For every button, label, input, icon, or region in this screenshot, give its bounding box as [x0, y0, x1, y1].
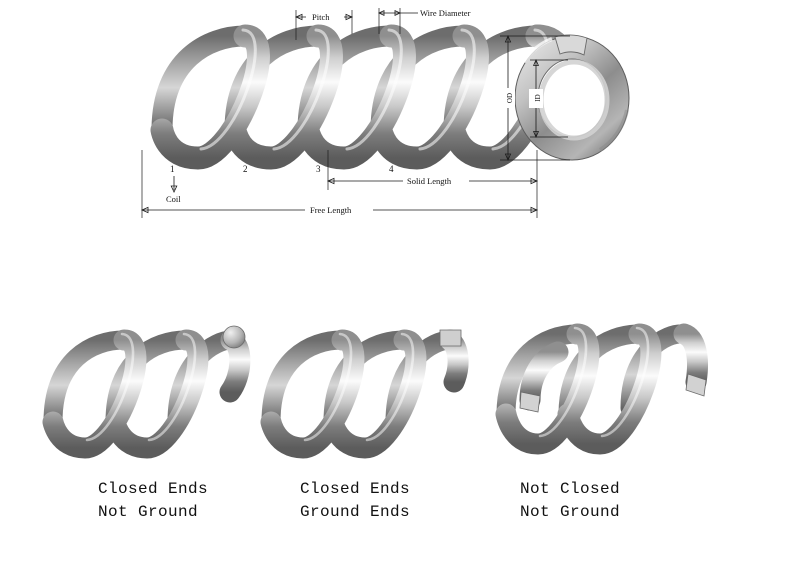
label-solid-length: Solid Length — [407, 176, 452, 186]
label-id: ID — [534, 94, 542, 102]
callout-coil — [166, 176, 181, 204]
label-wire-diameter: Wire Diameter — [420, 8, 471, 18]
end-type-caption-1 — [300, 478, 410, 524]
spring-closed-not-ground — [53, 326, 245, 448]
coil-number-1: 1 — [170, 164, 175, 174]
end-type-caption-1-line1: Closed Ends — [300, 480, 411, 498]
end-type-caption-0-line1: Closed Ends — [98, 480, 209, 498]
wire-end-cap — [223, 326, 245, 348]
end-type-caption-0-line2: Not Ground — [98, 503, 199, 522]
end-type-caption-2-line1: Not Closed — [520, 480, 621, 498]
end-type-caption-1-line2: Ground Ends — [300, 503, 411, 522]
ground-end-face — [440, 330, 461, 346]
label-pitch: Pitch — [312, 12, 330, 22]
end-type-caption-2 — [520, 478, 620, 524]
open-end-face-left — [520, 392, 540, 412]
spring-closed-ground — [271, 330, 461, 448]
label-free-length: Free Length — [310, 205, 352, 215]
end-type-caption-2-line2: Not Ground — [520, 503, 621, 522]
coil-number-3: 3 — [316, 164, 321, 174]
spring-profile-svg — [100, 0, 660, 272]
coil-number-4: 4 — [389, 164, 394, 174]
label-coil: Coil — [166, 194, 181, 204]
spring-profile-panel — [100, 0, 660, 272]
spring-not-closed-not-ground — [506, 328, 706, 444]
coil-number-2: 2 — [243, 164, 248, 174]
label-od: OD — [506, 92, 514, 104]
end-type-caption-0 — [98, 478, 208, 524]
